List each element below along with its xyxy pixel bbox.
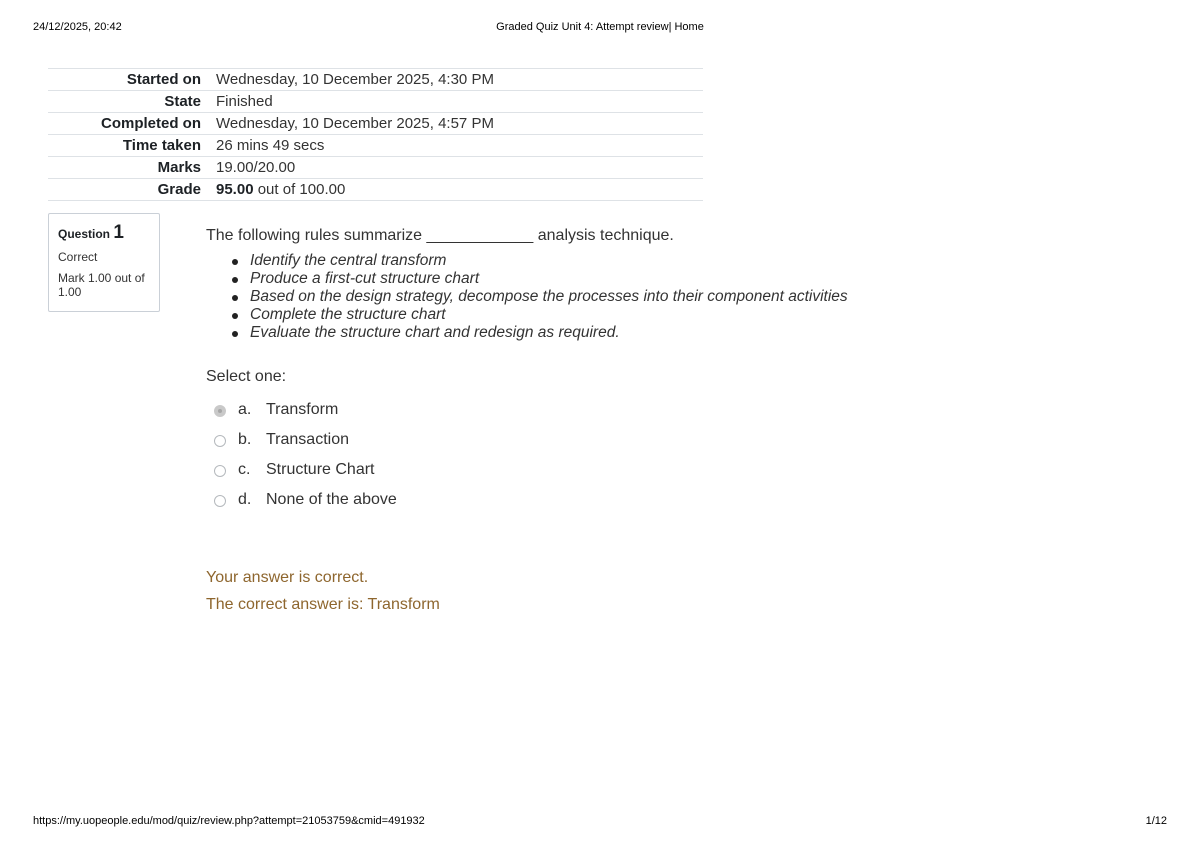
summary-label: Started on [126, 71, 201, 88]
attempt-summary-table [48, 68, 703, 201]
list-item: Identify the central transform [250, 252, 848, 270]
summary-row-time-taken [48, 135, 703, 157]
list-item: Based on the design strategy, decompose the processes into their component activities [250, 288, 848, 305]
summary-row-grade [48, 179, 703, 201]
rules-list [206, 252, 848, 342]
list-item: Complete the structure chart [250, 306, 848, 324]
summary-row-completed [48, 113, 703, 135]
grade-out-of: out of 100.00 [253, 181, 346, 198]
answer-letter: c. [238, 461, 251, 478]
print-footer [0, 815, 1200, 831]
answer-letter: b. [238, 431, 252, 448]
summary-label: State [164, 93, 201, 110]
page-number: 1/12 [1145, 815, 1167, 827]
answer-text: Transaction [266, 431, 349, 448]
summary-row-state [48, 91, 703, 113]
print-datetime: 24/12/2025, 20:42 [33, 21, 122, 33]
answer-text: Structure Chart [266, 461, 375, 478]
question-mark: Mark 1.00 out of 1.00 [58, 271, 145, 299]
answer-text: Transform [266, 401, 339, 418]
question-label: Question [58, 227, 111, 241]
question-state: Correct [58, 250, 98, 264]
correct-answer: The correct answer is: Transform [206, 596, 440, 613]
summary-grade-value [208, 179, 703, 201]
answer-letter: d. [238, 491, 252, 508]
answer-feedback: Your answer is correct. [206, 569, 369, 586]
question-info-box [48, 213, 160, 312]
question-number-value: 1 [113, 222, 124, 243]
print-url: https://my.uopeople.edu/mod/quiz/review.php?attempt=21053759&cmid=491932 [33, 815, 425, 827]
select-one-prompt: Select one: [206, 368, 287, 385]
radio-icon[interactable] [214, 435, 226, 447]
radio-checked-icon[interactable] [214, 405, 226, 417]
grade-score: 95.00 [216, 181, 254, 198]
answer-letter: a. [238, 401, 252, 418]
summary-value: Finished [216, 93, 273, 110]
summary-label: Marks [157, 159, 201, 176]
summary-value: 26 mins 49 secs [216, 137, 325, 154]
summary-value: 19.00/20.00 [216, 159, 296, 176]
summary-row-marks [48, 157, 703, 179]
radio-icon[interactable] [214, 465, 226, 477]
list-item: Produce a first-cut structure chart [250, 270, 848, 288]
question-text: The following rules summarize ____________ analysis technique. [206, 227, 674, 244]
radio-icon[interactable] [214, 495, 226, 507]
summary-value: Wednesday, 10 December 2025, 4:57 PM [216, 115, 494, 132]
print-header [0, 21, 1200, 37]
summary-label: Completed on [101, 115, 201, 132]
answer-text: None of the above [266, 491, 397, 508]
print-title: Graded Quiz Unit 4: Attempt review| Home [496, 21, 704, 33]
list-item: Evaluate the structure chart and redesign as required. [250, 324, 848, 342]
summary-row-started [48, 69, 703, 91]
summary-value: Wednesday, 10 December 2025, 4:30 PM [216, 71, 494, 88]
summary-label: Time taken [122, 137, 201, 154]
summary-label: Grade [157, 181, 201, 198]
question-number [58, 222, 150, 244]
